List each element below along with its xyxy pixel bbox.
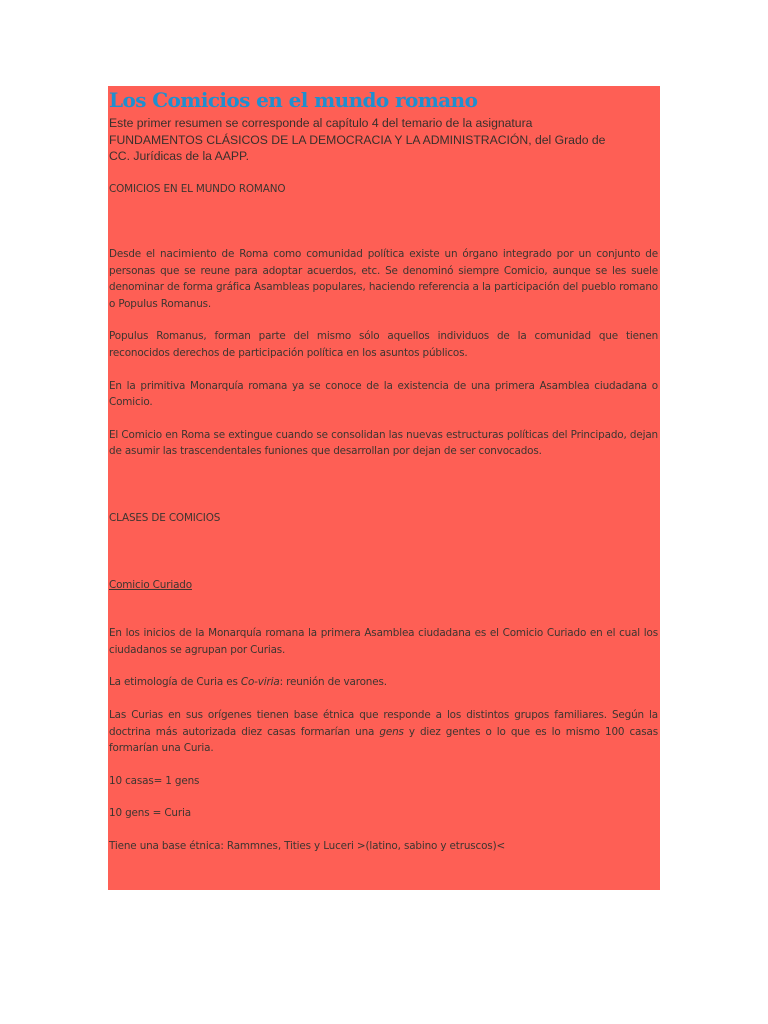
document-title: Los Comicios en el mundo romano xyxy=(109,88,478,112)
equation: 10 gens = Curia xyxy=(109,807,191,820)
paragraph: Desde el nacimiento de Roma como comunidad política existe un órgano integrado por un conjunto de personas que se reune para adoptar acuerdos, etc. Se denominó siempre Comicio, aunque se les suele denominar de forma gráfica Asambleas populares, haciendo referencia a la participación del pueblo romano o Populus Romanus. xyxy=(109,248,658,310)
paragraph: Tiene una base étnica: Rammnes, Tities y Luceri >(latino, sabino y etruscos)< xyxy=(109,839,506,852)
emphasis: Co-viria xyxy=(240,676,280,689)
intro-block xyxy=(109,115,658,165)
equation: 10 casas= 1 gens xyxy=(109,774,200,787)
paragraph: El Comicio en Roma se extingue cuando se consolidan las nuevas estructuras políticas del Principado, dejan de asumir las trascendentales funiones que desarrollan por dejan de ser convocados. xyxy=(109,428,658,458)
text-run: : reunión de varones. xyxy=(279,676,387,689)
section-heading: CLASES DE COMICIOS xyxy=(109,512,221,525)
emphasis: gens xyxy=(379,725,404,738)
subsection-heading: Comicio Curiado xyxy=(109,578,192,591)
text-run: Las Curias en sus orígenes tienen base étnica que responde a los distintos grupos familiares. Según la doctrina más autorizada diez casas formarían una xyxy=(109,709,658,738)
intro-line: CC. Jurídicas de la AAPP. xyxy=(109,149,249,163)
intro-line: Este primer resumen se corresponde al capítulo 4 del temario de la asignatura xyxy=(109,116,533,130)
intro-line: FUNDAMENTOS CLÁSICOS DE LA DEMOCRACIA Y LA ADMINISTRACIÓN, del Grado de xyxy=(109,132,606,147)
text-run: La etimología de Curia es xyxy=(109,676,241,689)
paragraph xyxy=(109,674,658,691)
paragraph: En los inicios de la Monarquía romana la primera Asamblea ciudadana es el Comicio Curiado en el cual los ciudadanos se agrupan por Curias. xyxy=(109,627,658,656)
document-page xyxy=(108,86,660,890)
paragraph: Populus Romanus, forman parte del mismo sólo aquellos individuos de la comunidad que tienen reconocidos derechos de participación política en los asuntos públicos. xyxy=(109,330,658,360)
paragraph: En la primitiva Monarquía romana ya se conoce de la existencia de una primera Asamblea ciudadana o Comicio. xyxy=(109,379,658,409)
section-heading: COMICIOS EN EL MUNDO ROMANO xyxy=(109,182,286,195)
text-run: y diez gentes o lo que es lo mismo 100 casas formarían una Curia. xyxy=(109,725,658,755)
paragraph xyxy=(109,707,658,757)
